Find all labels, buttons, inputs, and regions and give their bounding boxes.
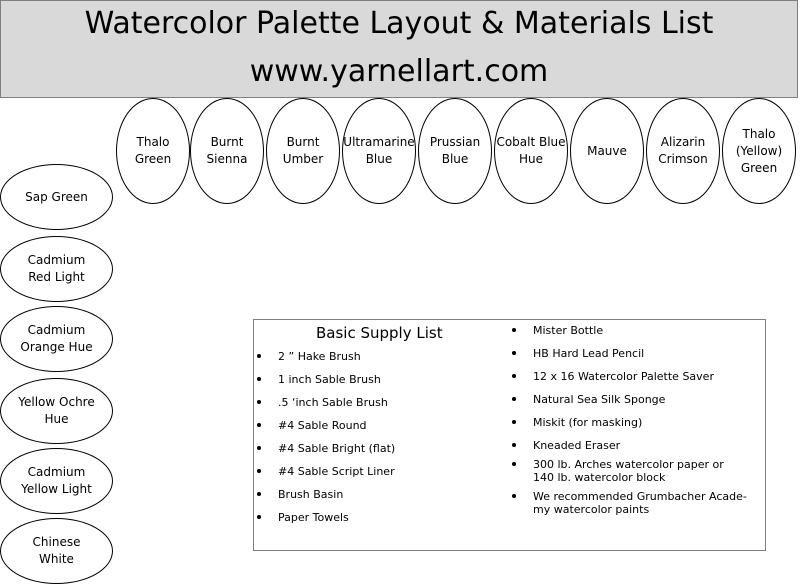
paint-well [116,98,190,204]
supply-item: Brush Basin [254,488,504,511]
paint-color-label: Red Light [28,270,85,284]
supply-item [509,439,764,452]
paint-well [0,306,113,372]
paint-well [266,98,340,204]
paint-color-label: Umber [282,152,324,166]
supply-item [509,458,764,484]
paint-color-label: Blue [441,152,469,166]
paint-color-label: Alizarin [660,135,706,149]
supply-item-text: 140 lb. watercolor block [533,471,666,484]
paint-color-label: Burnt [286,135,320,149]
paint-well [646,98,720,204]
paint-well [722,98,796,204]
paint-color-label: Hue [44,412,69,426]
paint-well [494,98,568,204]
supply-item: 1 inch Sable Brush [254,373,504,396]
supply-list-box [253,319,766,551]
supply-item-text: We recommended Grumbacher Acade- [533,490,747,503]
supply-item [509,490,764,516]
supply-item: #4 Sable Script Liner [254,465,504,488]
paint-color-label: (Yellow) [735,143,783,158]
page-title: Watercolor Palette Layout & Materials List [84,6,714,41]
paint-well [0,518,113,584]
paint-color-label: Orange Hue [20,340,93,354]
paint-well [342,98,416,204]
paint-color-label: Thalo [742,126,776,141]
supply-item-text: HB Hard Lead Pencil [533,347,645,360]
supply-item: .5 ‘inch Sable Brush [254,396,504,419]
supply-item: Paper Towels [254,511,504,534]
paint-well [0,164,113,230]
supply-item [509,416,764,429]
website-url: www.yarnellart.com [249,54,549,89]
paint-color-label: Green [740,160,778,175]
supply-item-text: Natural Sea Silk Sponge [533,393,666,406]
paint-well [570,98,644,204]
supply-item [509,324,764,337]
paint-color-label: Ultramarine [343,135,415,149]
paint-color-label: Sienna [206,152,248,166]
paint-color-label: White [39,552,74,566]
paint-well [0,378,113,444]
paint-well [418,98,492,204]
supply-item-text: 300 lb. Arches watercolor paper or [533,458,724,471]
paint-well [0,236,113,302]
supply-item-text: Miskit (for masking) [533,416,643,429]
paint-color-label: Blue [365,152,393,166]
supply-item: 2 ” Hake Brush [254,350,504,373]
paint-color-label: Yellow Light [21,482,92,496]
page-header [0,0,798,98]
paint-well [0,448,113,514]
paint-color-label: Chinese [32,535,81,549]
supply-item-text: my watercolor paints [533,503,650,516]
paint-color-label: Cadmium [27,323,86,337]
supply-item-text: Kneaded Eraser [533,439,621,452]
supply-item [509,370,764,383]
paint-color-label: Thalo [136,135,170,149]
paint-color-label: Crimson [658,152,708,166]
paint-well [190,98,264,204]
paint-color-label: Green [134,152,172,166]
paint-color-label: Cobalt Blue [496,135,566,149]
supply-item-text: 12 x 16 Watercolor Palette Saver [533,370,714,383]
paint-color-label: Sap Green [25,189,88,204]
paint-color-label: Prussian [429,135,481,149]
supply-item [509,393,764,406]
paint-color-label: Mauve [587,143,627,158]
supply-list-title: Basic Supply List [316,324,443,342]
supply-item-text: Mister Bottle [533,324,604,337]
supply-item [509,347,764,360]
paint-color-label: Cadmium [27,253,86,267]
supply-item: #4 Sable Bright (flat) [254,442,504,465]
paint-color-label: Burnt [210,135,244,149]
paint-color-label: Yellow Ochre [18,395,95,409]
paint-color-label: Hue [518,152,543,166]
paint-color-label: Cadmium [27,465,86,479]
supply-list-left [254,350,504,534]
supply-list-right [509,324,764,526]
supply-item: #4 Sable Round [254,419,504,442]
